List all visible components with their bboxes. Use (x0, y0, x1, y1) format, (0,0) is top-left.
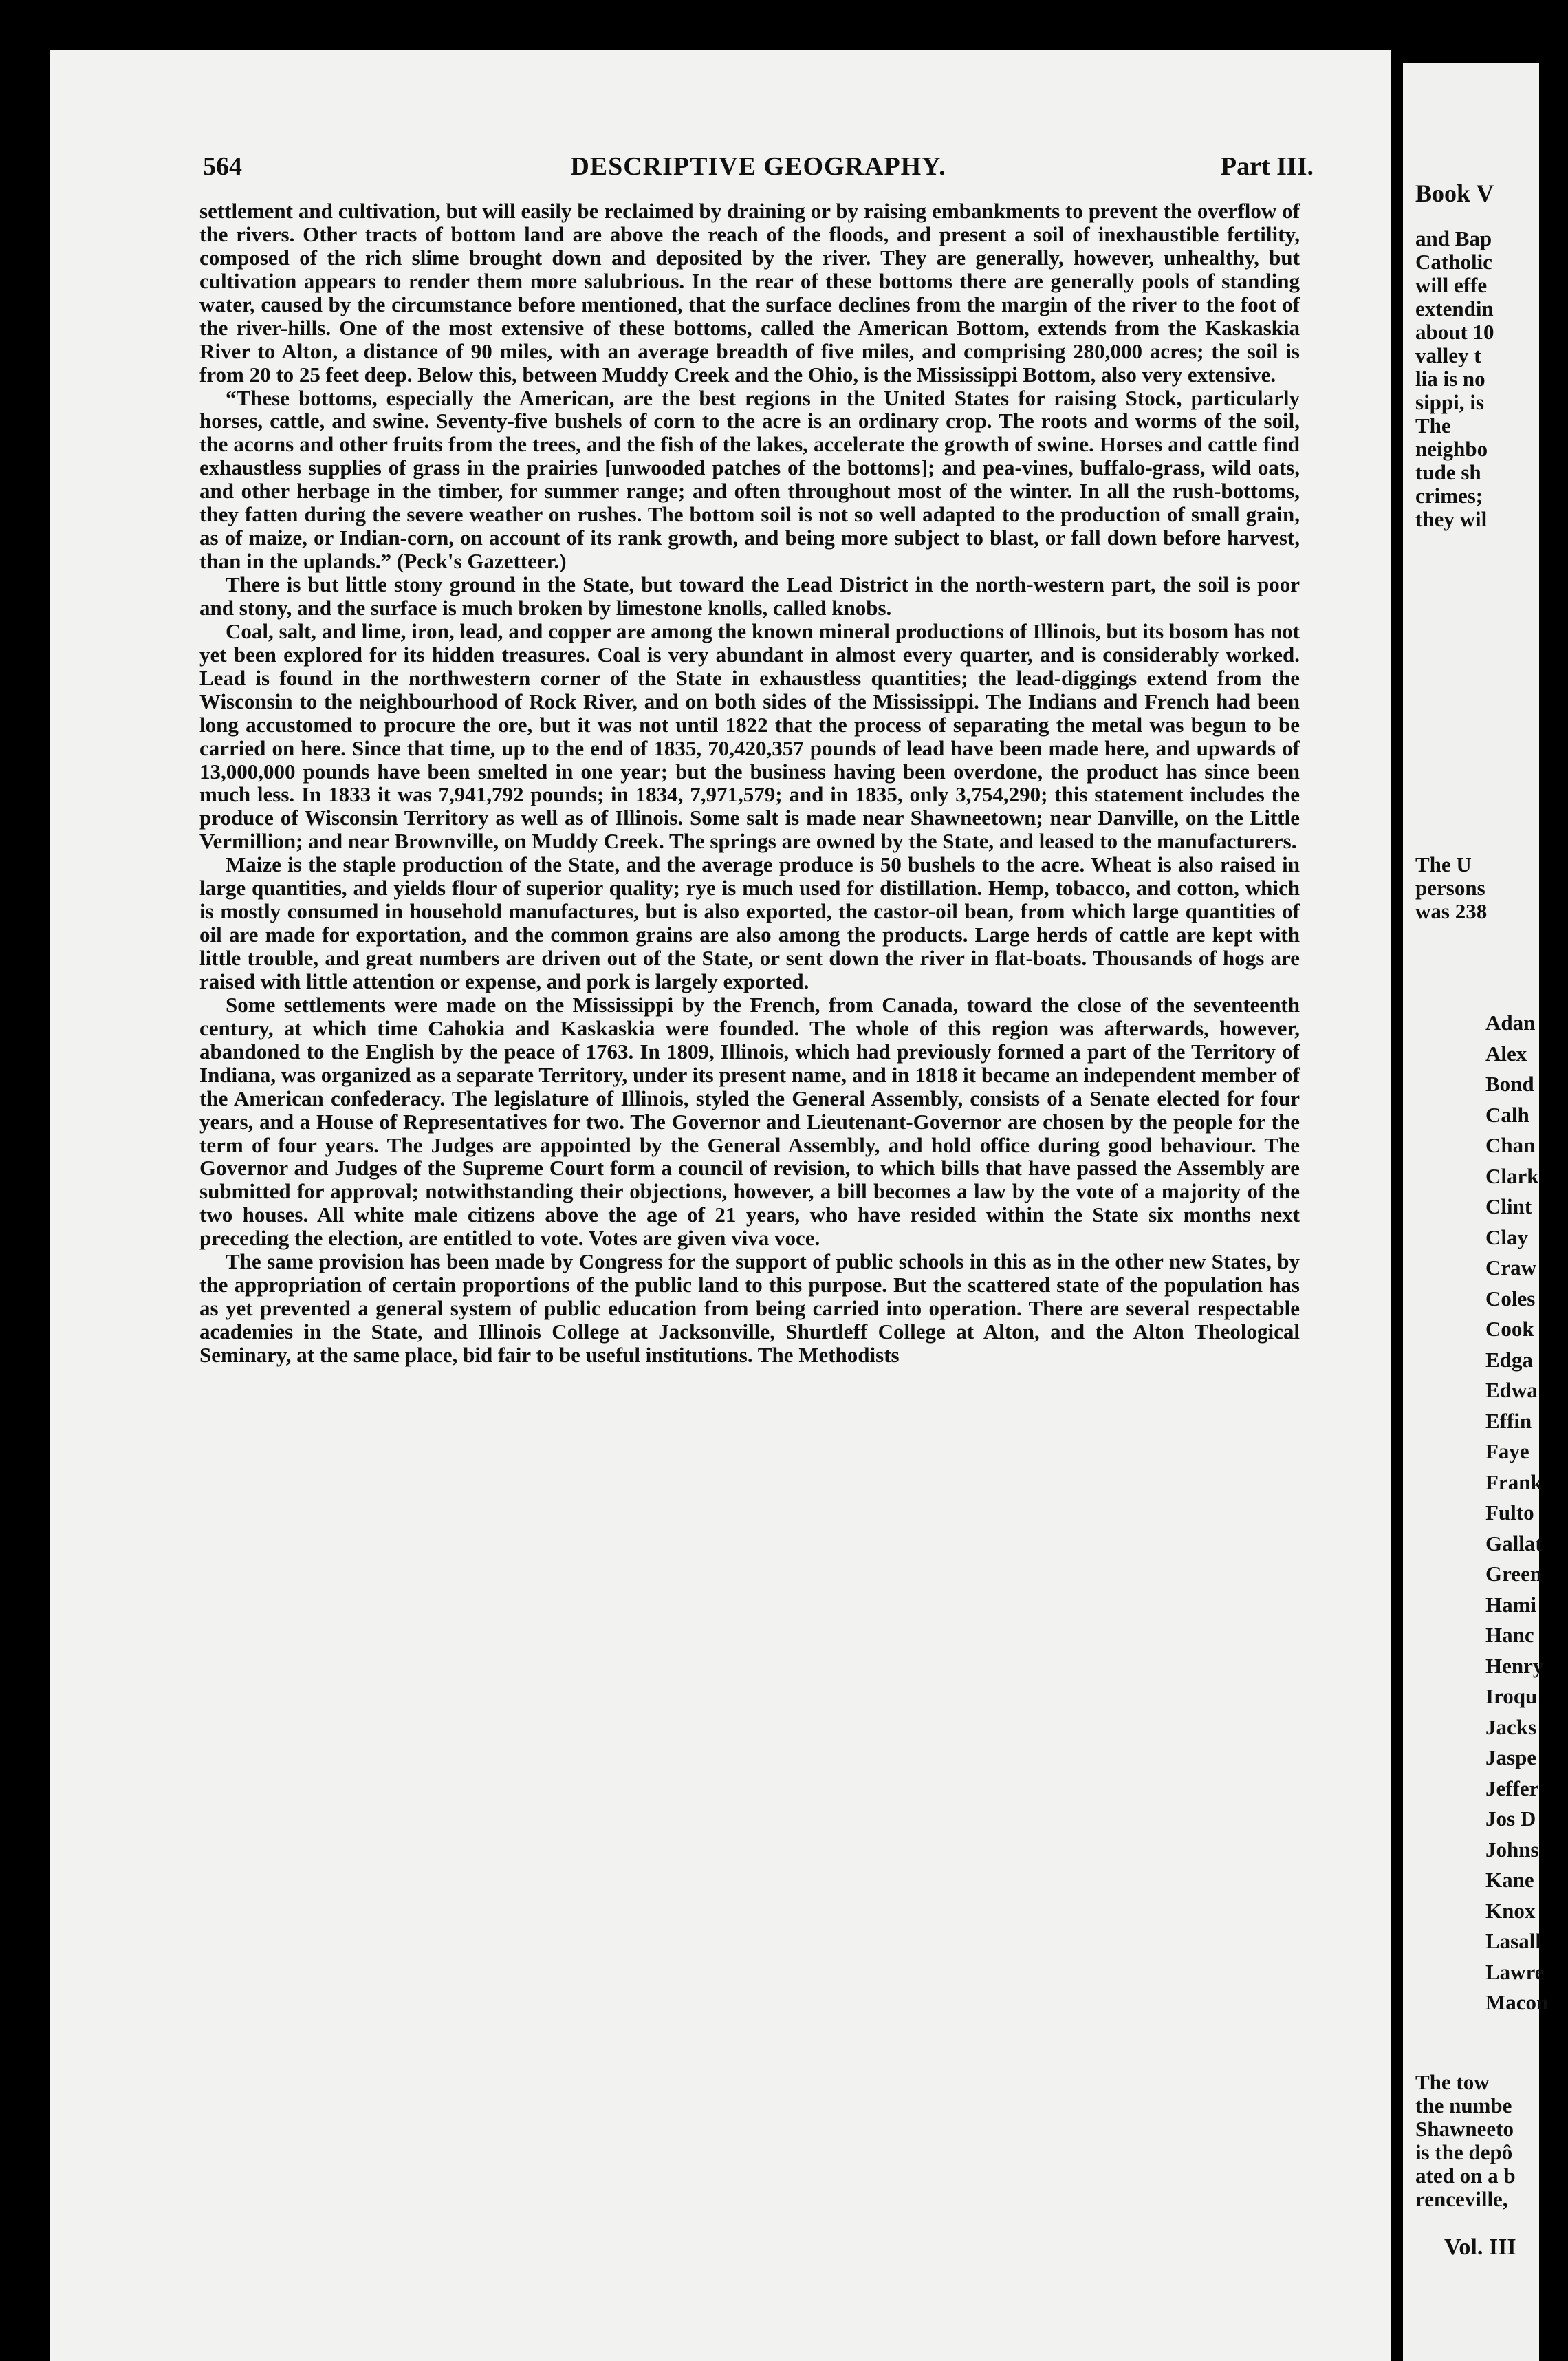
side-line: The U (1415, 852, 1472, 876)
paragraph: Maize is the staple production of the State, and the average produce is 50 bushels to the acre. Wheat is also raised in large quantities, and yields flour of superior quality; rye is much used for distillation. Hemp, tobacco, and cotton, which is mostly consumed in household manufactures, but is also exported, the castor-oil bean, from which large quantities of oil are made for exportation, and the common grains are also among the products. Large herds of cattle are kept with little trouble, and great numbers are driven out of the State, or sent down the river in flat-boats. Thousands of hogs are raised with little attention or expense, and pork is largely exported. (199, 852, 1300, 993)
side-line: Gallat (1485, 1531, 1543, 1555)
paragraph: “These bottoms, especially the American, are the best regions in the United States for raising Stock, particularly horses, cattle, and swine. Seventy-five bushels of corn to the acre is an ordinary crop. The roots and worms of the soil, the acorns and other fruits from the trees, and the fish of the lakes, accelerate the growth of swine. Horses and cattle find exhaustless supplies of grass in the prairies [unwooded patches of the bottoms]; and pea-vines, buffalo-grass, wild oats, and other herbage in the timber, for summer range; and often throughout most of the winter. In all the rush-bottoms, they fatten during the severe weather on rushes. The bottom soil is not so well adapted to the production of small grain, as of maize, or Indian-corn, on account of its rank growth, and being more subject to blast, or fall down before harvest, than in the uplands.” (Peck's Gazetteer.) (199, 385, 1300, 574)
page-number: 564 (203, 152, 242, 181)
side-line: Jacks (1485, 1714, 1537, 1739)
running-head (203, 151, 1314, 200)
side-paragraph-3 (1415, 2071, 1539, 2211)
side-line: Cook (1485, 1317, 1534, 1341)
side-line: Johns (1485, 1837, 1539, 1862)
side-line: Calh (1485, 1102, 1529, 1127)
side-line: Bond (1485, 1072, 1534, 1096)
side-line: Jaspe (1485, 1745, 1537, 1769)
side-paragraph-2 (1415, 853, 1539, 923)
side-line: neighbo (1415, 437, 1488, 461)
side-line: Green (1485, 1562, 1543, 1586)
side-line: will effe (1415, 273, 1488, 297)
side-line: Clay (1485, 1225, 1528, 1249)
side-line: Macon (1485, 1990, 1549, 2014)
side-line: Kane (1485, 1868, 1534, 1892)
side-line: Effin (1485, 1408, 1532, 1433)
part-label: Part III. (1220, 152, 1314, 181)
side-line: Lawre (1485, 1959, 1545, 1984)
side-line: Hami (1485, 1592, 1537, 1617)
side-line: Catholic (1415, 250, 1492, 274)
side-line: Knox (1485, 1898, 1536, 1923)
side-line: Jos D (1485, 1807, 1536, 1831)
side-line: Craw (1485, 1255, 1537, 1280)
side-line: The (1415, 413, 1451, 438)
side-paragraph-1 (1415, 227, 1539, 531)
side-line: Jeffer (1485, 1776, 1539, 1800)
side-running-head: Book V (1415, 180, 1494, 207)
side-line: lia is no (1415, 367, 1485, 391)
side-line: crimes; (1415, 484, 1483, 508)
side-line: Frank (1485, 1469, 1543, 1494)
side-line: Clint (1485, 1194, 1532, 1218)
side-line: Faye (1485, 1439, 1529, 1463)
paragraph: Coal, salt, and lime, iron, lead, and copper are among the known mineral productions of Illinois, but its bosom has not yet been explored for its hidden treasures. Coal is very abundant in almost every quarter, and is considerably worked. Lead is found in the northwestern corner of the State in exhaustless quantities; the lead-diggings extend from the Wisconsin to the neighbourhood of Rock River, and on both sides of the Mississippi. The Indians and French had been long accustomed to procure the ore, but it was not until 1822 that the process of separating the metal was begun to be carried on here. Since that time, up to the end of 1835, 70,420,357 pounds of lead have been made here, and upwards of 13,000,000 pounds have been smelted in one year; but the business having been overdone, the product has since been much less. In 1833 it was 7,941,792 pounds; in 1834, 7,971,579; and in 1835, only 3,754,290; this statement includes the produce of Wisconsin Territory as well as of Illinois. Some salt is made near Shawneetown; near Danville, on the Little Vermillion; and near Brownville, on Muddy Creek. The springs are owned by the State, and leased to the manufacturers. (199, 618, 1300, 854)
side-line: Chan (1485, 1133, 1536, 1157)
side-line: Shawneeto (1415, 2117, 1514, 2141)
side-county-list (1485, 1011, 1549, 2022)
side-line: The tow (1415, 2070, 1490, 2094)
paragraph: Some settlements were made on the Mississippi by the French, from Canada, toward the close of the seventeenth century, at which time Cahokia and Kaskaskia were founded. The whole of this region was afterwards, however, abandoned to the English by the peace of 1763. In 1809, Illinois, which had previously formed a part of the Territory of Indiana, was organized as a separate Territory, under its present name, and in 1818 it became an independent member of the American confederacy. The legislature of Illinois, styled the General Assembly, consists of a Senate elected for four years, and a House of Representatives for two. The Governor and Lieutenant-Governor are chosen by the people for the term of four years. The Judges are appointed by the General Assembly, and hold office during good behaviour. The Governor and Judges of the Supreme Court form a council of revision, to which bills that have passed the Assembly are submitted for approval; notwithstanding their objections, however, a bill becomes a law by the vote of a majority of the two houses. All white male citizens above the age of 21 years, who have resided within the State six months next preceding the election, are entitled to vote. Votes are given viva voce. (199, 992, 1300, 1251)
side-line: Edga (1485, 1347, 1533, 1372)
side-line: Iroqu (1485, 1684, 1538, 1708)
page-title: DESCRIPTIVE GEOGRAPHY. (570, 152, 946, 181)
side-line: Fulto (1485, 1500, 1534, 1524)
side-line: extendin (1415, 297, 1494, 321)
side-line: about 10 (1415, 320, 1494, 344)
side-footer: Vol. III (1444, 2234, 1516, 2260)
side-line: was 238 (1415, 899, 1488, 923)
side-line: the numbe (1415, 2093, 1512, 2117)
paragraph: The same provision has been made by Congress for the support of public schools in this as in the other new States, by the appropriation of certain proportions of the public land to this purpose. But the scattered state of the population has as yet prevented a general system of public education from being carried into operation. There are several respectable academies in the State, and Illinois College at Jacksonville, Shurtleff College at Alton, and the Alton Theological Seminary, at the same place, bid fair to be useful institutions. The Methodists (199, 1249, 1300, 1367)
side-line: Clark (1485, 1163, 1539, 1188)
side-line: ated on a b (1415, 2164, 1516, 2188)
paragraph: settlement and cultivation, but will easily be reclaimed by draining or by raising embankments to prevent the overflow of the rivers. Other tracts of bottom land are above the reach of the floods, and present a soil of inexhaustible fertility, composed of the rich slime brought down and deposited by the river. They are generally, however, unhealthy, but cultivation appears to render them more salubrious. In the rear of these bottoms there are generally pools of standing water, caused by the circumstance before mentioned, that the surface declines from the margin of the river to the foot of the river-hills. One of the most extensive of these bottoms, called the American Bottom, extends from the Kaskaskia River to Alton, a distance of 90 miles, with an average breadth of five miles, and comprising 280,000 acres; the soil is from 20 to 25 feet deep. Below this, between Muddy Creek and the Ohio, is the Mississippi Bottom, also very extensive. (199, 199, 1300, 387)
side-line: valley t (1415, 343, 1481, 367)
side-line: and Bap (1415, 226, 1492, 250)
side-line: persons (1415, 876, 1485, 900)
side-line: Edwa (1485, 1378, 1538, 1402)
side-line: Hanc (1485, 1623, 1534, 1647)
side-line: is the depô (1415, 2140, 1513, 2164)
body-text (199, 200, 1300, 1367)
side-line: tude sh (1415, 460, 1481, 484)
side-line: renceville, (1415, 2187, 1508, 2211)
side-line: Henry (1485, 1653, 1544, 1678)
side-line: sippi, is (1415, 390, 1484, 414)
side-line: Lasall (1485, 1929, 1541, 1953)
paragraph: There is but little stony ground in the State, but toward the Lead District in the north-western part, the soil is poor and stony, and the surface is much broken by limestone knolls, called knobs. (199, 572, 1300, 620)
side-line: Coles (1485, 1286, 1536, 1311)
side-line: Adan (1485, 1011, 1536, 1035)
side-line: they wil (1415, 507, 1488, 531)
side-line: Alex (1485, 1041, 1527, 1066)
